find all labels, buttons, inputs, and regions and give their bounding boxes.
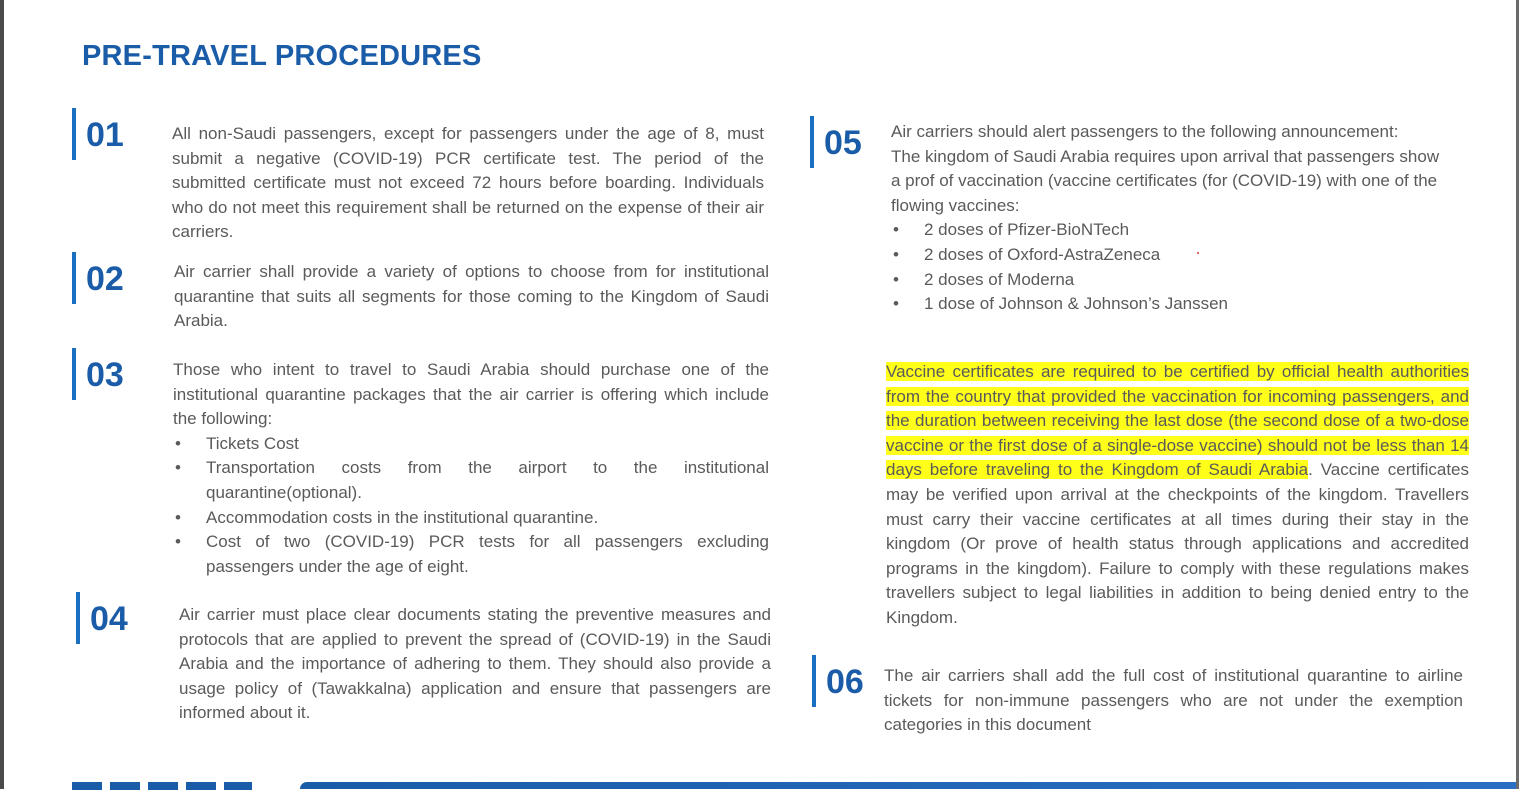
list-item: • Accommodation costs in the institutional quarantine. bbox=[173, 506, 769, 531]
list-item: • 1 dose of Johnson & Johnson’s Janssen bbox=[891, 292, 1452, 317]
section-04-number bbox=[76, 592, 128, 644]
section-01-text bbox=[172, 122, 764, 245]
footer-bar bbox=[300, 782, 1516, 789]
stray-mark bbox=[1197, 252, 1199, 254]
section-paragraph: Those who intent to travel to Saudi Arabia should purchase one of the institutional quarantine packages that the air carrier is offering which include the following: bbox=[173, 360, 769, 429]
section-number: 06 bbox=[826, 662, 864, 701]
section-paragraph: The air carriers shall add the full cost of institutional quarantine to airline tickets for non-immune passengers who are not under the exemption categories in this document bbox=[884, 666, 1463, 735]
section-02-text bbox=[174, 260, 769, 334]
section-accent-bar bbox=[72, 348, 76, 400]
section-04-text bbox=[179, 603, 771, 726]
section-05-number bbox=[810, 116, 862, 168]
certificate-text: . Vaccine certificates may be verified upon arrival at the checkpoints of the kingdom. Travellers must carry their vaccine certificates at all times during their stay in the kingdom (Or prove of health status through applications and accredited programs in the kingdom). Failure to comply with these regulations makes travellers subject to legal liabilities in addition to being denied entry to the Kingdom. bbox=[886, 460, 1470, 627]
section-number: 03 bbox=[86, 355, 124, 394]
section-paragraph: All non-Saudi passengers, except for passengers under the age of 8, must submit a negative (COVID-19) PCR certificate test. The period of the submitted certificate must not exceed 72 hours before boarding. Individuals who do not meet this requirement shall be returned on the expense of their air carriers. bbox=[172, 124, 764, 242]
section-06-text bbox=[884, 664, 1463, 738]
highlighted-text: Vaccine certificates are required to be certified by official health authorities from the country that provided the vaccination for incoming passengers, and the duration between receiving the last dose (the second dose of a two-dose vaccine or the first dose of a single-dose vaccine) should not be less than 14 days before traveling to the Kingdom of Saudi Arabia bbox=[886, 362, 1469, 480]
section-02-number bbox=[72, 252, 124, 304]
section-number: 05 bbox=[824, 123, 862, 162]
list-item: • Transportation costs from the airport to the institutional quarantine(optional). bbox=[173, 456, 769, 505]
section-03-text bbox=[173, 358, 769, 579]
list-item: • 2 doses of Moderna bbox=[891, 268, 1452, 293]
section-05-certificate-text bbox=[886, 360, 1469, 631]
section-intro: Air carriers should alert passengers to the following announcement: bbox=[891, 122, 1399, 141]
list-item: • 2 doses of Pfizer-BioNTech bbox=[891, 218, 1452, 243]
page-edge-left bbox=[0, 0, 4, 789]
section-03-number bbox=[72, 348, 124, 400]
section-accent-bar bbox=[72, 252, 76, 304]
section-accent-bar bbox=[76, 592, 80, 644]
section-05-text bbox=[891, 120, 1452, 317]
section-01-number bbox=[72, 108, 124, 160]
section-accent-bar bbox=[810, 116, 814, 168]
vaccination-requirement: The kingdom of Saudi Arabia requires upon arrival that passengers show a prof of vaccination (vaccine certificates (for (COVID-19) with one of the flowing vaccines: bbox=[891, 146, 1440, 215]
section-accent-bar bbox=[812, 655, 816, 707]
section-accent-bar bbox=[72, 108, 76, 160]
section-06-number bbox=[812, 655, 864, 707]
vaccine-list bbox=[891, 218, 1452, 316]
list-item: • Cost of two (COVID-19) PCR tests for all passengers excluding passengers under the age of eight. bbox=[173, 530, 769, 579]
package-list bbox=[173, 432, 769, 580]
list-item: • Tickets Cost bbox=[173, 432, 769, 457]
page-title: PRE-TRAVEL PROCEDURES bbox=[82, 40, 482, 72]
section-number: 01 bbox=[86, 115, 124, 154]
section-paragraph: Air carrier must place clear documents stating the preventive measures and protocols that are applied to prevent the spread of (COVID-19) in the Saudi Arabia and the importance of adhering to them. They should also provide a usage policy of (Tawakkalna) application and ensure that passengers are informed about it. bbox=[179, 605, 771, 723]
section-number: 04 bbox=[90, 599, 128, 638]
section-paragraph: Air carrier shall provide a variety of options to choose from for institutional quarantine that suits all segments for those coming to the Kingdom of Saudi Arabia. bbox=[174, 262, 769, 331]
section-number: 02 bbox=[86, 259, 124, 298]
list-item: • 2 doses of Oxford-AstraZeneca bbox=[891, 243, 1452, 268]
